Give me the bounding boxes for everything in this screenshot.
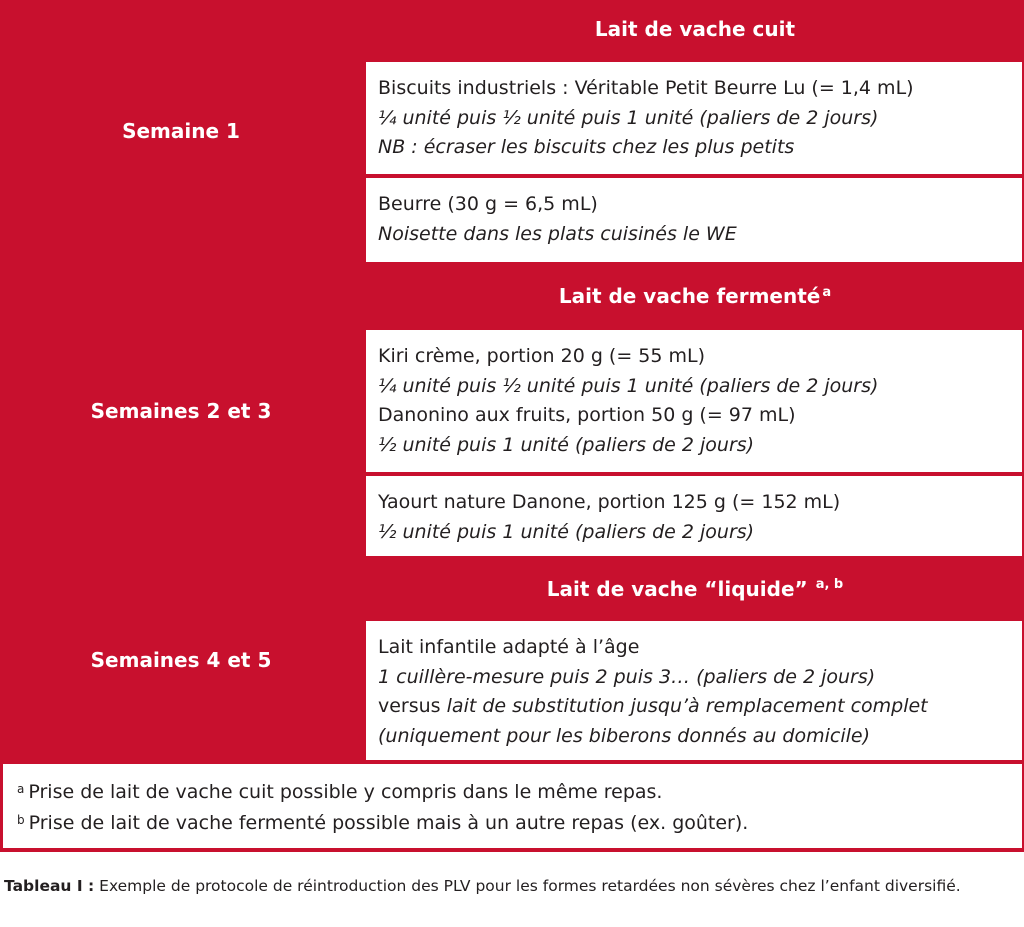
cell-yaourt	[366, 476, 1022, 556]
cell-kiri-danonino	[366, 330, 1022, 472]
cell-biscuits-line-2: ¼ unité puis ½ unité puis 1 unité (paliers de 2 jours)	[378, 106, 879, 129]
cell-yaourt-line-2: ½ unité puis 1 unité (paliers de 2 jours)	[378, 520, 755, 543]
cell-lait-versus: versus	[378, 695, 441, 717]
category-header-cuit	[366, 0, 1024, 58]
caption-label: Tableau I :	[4, 877, 95, 895]
cell-lait-substitution: lait de substitution jusqu’à remplacement complet	[446, 695, 928, 717]
table-caption	[4, 875, 1020, 897]
footnote-a-text: Prise de lait de vache cuit possible y compris dans le même repas.	[28, 781, 663, 803]
week-1-label	[0, 0, 362, 262]
cell-lait-line-3	[378, 692, 1012, 722]
cell-kiri-line-4: ½ unité puis 1 unité (paliers de 2 jours)	[378, 433, 755, 456]
cell-biscuits-line-1: Biscuits industriels : Véritable Petit Beurre Lu (= 1,4 mL)	[378, 77, 914, 99]
cell-lait-line-1: Lait infantile adapté à l’âge	[378, 636, 640, 658]
category-fermente-text: Lait de vache fermenté	[558, 284, 821, 308]
cell-lait-infantile	[366, 621, 1022, 760]
footnote-b	[17, 809, 1022, 840]
category-liquide-footnote-mark: a, b	[815, 577, 844, 592]
category-liquide-text: Lait de vache “liquide”	[546, 576, 808, 601]
footnote-a	[17, 778, 1022, 809]
cell-kiri-line-2: ¼ unité puis ½ unité puis 1 unité (paliers de 2 jours)	[378, 374, 879, 397]
cell-beurre-line-2: Noisette dans les plats cuisinés le WE	[378, 222, 737, 245]
cell-lait-line-2: 1 cuillère-mesure puis 2 puis 3… (paliers de 2 jours)	[378, 665, 876, 688]
week-4-5-text: Semaines 4 et 5	[90, 648, 272, 672]
footnote-b-mark: b	[17, 813, 25, 827]
cell-beurre-line-1: Beurre (30 g = 6,5 mL)	[378, 193, 598, 215]
footnote-a-mark: a	[17, 782, 25, 796]
cell-beurre	[366, 178, 1022, 262]
cell-yaourt-line-1: Yaourt nature Danone, portion 125 g (= 152 mL)	[378, 491, 841, 513]
category-cuit-text: Lait de vache cuit	[594, 17, 796, 41]
category-header-fermente	[366, 266, 1024, 326]
week-2-3-label	[0, 266, 362, 556]
week-1-text: Semaine 1	[122, 119, 240, 143]
category-header-liquide	[366, 560, 1024, 617]
cell-kiri-line-1: Kiri crème, portion 20 g (= 55 mL)	[378, 345, 706, 367]
footnote-b-text: Prise de lait de vache fermenté possible mais à un autre repas (ex. goûter).	[28, 812, 749, 834]
cell-kiri-line-3: Danonino aux fruits, portion 50 g (= 97 mL)	[378, 404, 796, 426]
table-footnotes	[3, 764, 1022, 848]
cell-biscuits-line-3: NB : écraser les biscuits chez les plus petits	[378, 136, 795, 158]
caption-text: Exemple de protocole de réintroduction des PLV pour les formes retardées non sévères chez l’enfant diversifié.	[99, 877, 961, 895]
week-2-3-text: Semaines 2 et 3	[90, 399, 272, 423]
week-4-5-label	[0, 560, 362, 760]
cell-lait-line-4: (uniquement pour les biberons donnés au domicile)	[378, 724, 870, 747]
category-fermente-footnote-mark: a	[822, 284, 832, 300]
cell-biscuits	[366, 62, 1022, 174]
